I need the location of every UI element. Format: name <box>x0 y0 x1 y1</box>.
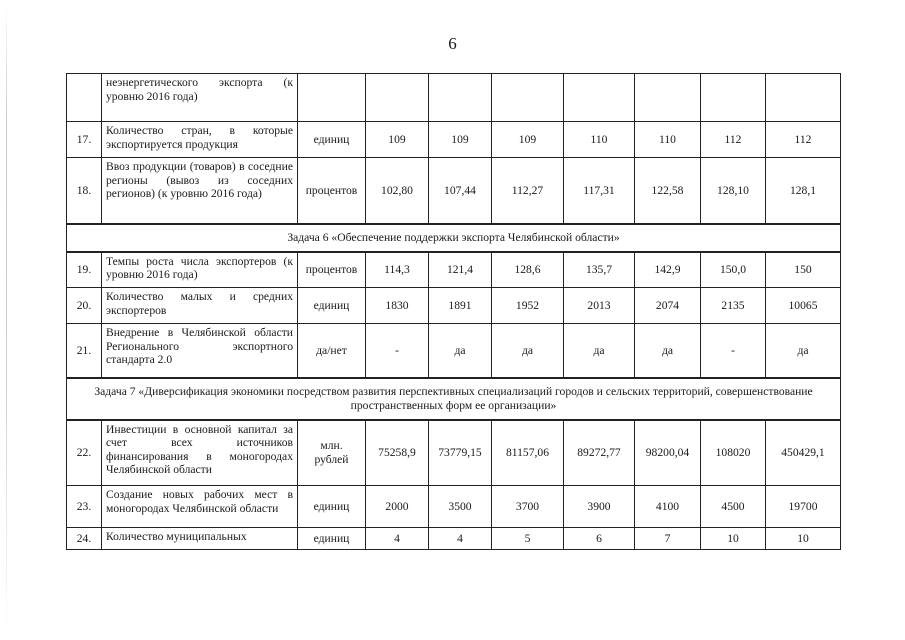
task-title: Задача 7 «Диверсификация экономики посредством развития перспективных специализаций городов и сельских территорий, совершенствование пространственных форм ее организации» <box>67 378 841 420</box>
value-cell: 1830 <box>366 288 429 324</box>
value-cell: 109 <box>492 122 564 158</box>
table-row <box>67 122 841 158</box>
table-row <box>67 420 841 486</box>
value-cell: 19700 <box>766 486 841 528</box>
task-title: Задача 6 «Обеспечение поддержки экспорта Челябинской области» <box>67 224 841 252</box>
table-row <box>67 324 841 378</box>
unit-cell <box>298 74 366 122</box>
value-cell: 110 <box>564 122 635 158</box>
indicator-name-cell <box>102 288 298 324</box>
value-cell: 112,27 <box>492 158 564 224</box>
unit-cell: единиц <box>298 486 366 528</box>
value-cell: 4 <box>366 528 429 550</box>
indicator-name: Темпы роста числа экспортеров (к уровню 2016 года) <box>106 254 293 281</box>
row-number: 20. <box>67 288 102 324</box>
task-header-row <box>67 378 841 420</box>
value-cell: 2135 <box>701 288 766 324</box>
value-cell: - <box>366 324 429 378</box>
value-cell <box>429 74 492 122</box>
value-cell <box>701 74 766 122</box>
unit-cell: да/нет <box>298 324 366 378</box>
unit-cell: единиц <box>298 528 366 550</box>
value-cell: 135,7 <box>564 252 635 288</box>
value-cell: да <box>766 324 841 378</box>
value-cell: 142,9 <box>635 252 701 288</box>
unit-cell: млн. рублей <box>298 420 366 486</box>
indicator-name: Количество стран, в которые экспортируется продукция <box>106 124 293 151</box>
table-row <box>67 288 841 324</box>
unit-cell: процентов <box>298 252 366 288</box>
indicator-name: Инвестиции в основной капитал за счет всех источников финансирования в моногородах Челябинской области <box>106 422 293 476</box>
value-cell: 3500 <box>429 486 492 528</box>
table-row <box>67 528 841 550</box>
value-cell: 10 <box>701 528 766 550</box>
table-row <box>67 252 841 288</box>
value-cell: 117,31 <box>564 158 635 224</box>
value-cell: 450429,1 <box>766 420 841 486</box>
unit-cell: процентов <box>298 158 366 224</box>
value-cell: 6 <box>564 528 635 550</box>
value-cell: 109 <box>429 122 492 158</box>
value-cell: да <box>492 324 564 378</box>
scan-edge-line <box>6 0 7 640</box>
value-cell: 128,1 <box>766 158 841 224</box>
indicator-name: Количество малых и средних экспортеров <box>106 290 293 317</box>
indicator-name: Количество муниципальных <box>106 530 247 543</box>
unit-cell: единиц <box>298 288 366 324</box>
indicator-name: Внедрение в Челябинской области Регионального экспортного стандарта 2.0 <box>106 326 293 366</box>
row-number: 23. <box>67 486 102 528</box>
indicator-name: Создание новых рабочих мест в моногородах Челябинской области <box>106 488 293 515</box>
value-cell: 112 <box>701 122 766 158</box>
value-cell <box>492 74 564 122</box>
value-cell: 3700 <box>492 486 564 528</box>
value-cell: 4 <box>429 528 492 550</box>
indicator-name-cell <box>102 486 298 528</box>
row-number: 19. <box>67 252 102 288</box>
value-cell: 98200,04 <box>635 420 701 486</box>
value-cell: 75258,9 <box>366 420 429 486</box>
indicator-name-cell <box>102 158 298 224</box>
value-cell: 10 <box>766 528 841 550</box>
value-cell: 150 <box>766 252 841 288</box>
value-cell: 150,0 <box>701 252 766 288</box>
row-number: 17. <box>67 122 102 158</box>
value-cell: 114,3 <box>366 252 429 288</box>
value-cell: 2074 <box>635 288 701 324</box>
indicator-name-cell <box>102 74 298 122</box>
value-cell: да <box>564 324 635 378</box>
value-cell: 2013 <box>564 288 635 324</box>
table-body <box>67 74 841 550</box>
value-cell: да <box>635 324 701 378</box>
indicator-name: неэнергетического экспорта (к уровню 2016 года) <box>106 76 293 103</box>
row-number: 22. <box>67 420 102 486</box>
table-row <box>67 74 841 122</box>
value-cell <box>564 74 635 122</box>
value-cell: 7 <box>635 528 701 550</box>
indicators-table <box>66 73 841 550</box>
indicator-name-cell <box>102 252 298 288</box>
indicator-name-cell <box>102 324 298 378</box>
value-cell: 3900 <box>564 486 635 528</box>
unit-cell: единиц <box>298 122 366 158</box>
row-number <box>67 74 102 122</box>
row-number: 18. <box>67 158 102 224</box>
value-cell: 108020 <box>701 420 766 486</box>
value-cell: 107,44 <box>429 158 492 224</box>
value-cell: 5 <box>492 528 564 550</box>
value-cell: 4100 <box>635 486 701 528</box>
value-cell: 10065 <box>766 288 841 324</box>
row-number: 24. <box>67 528 102 550</box>
value-cell: 128,6 <box>492 252 564 288</box>
value-cell: 109 <box>366 122 429 158</box>
table-row <box>67 158 841 224</box>
indicator-name: Ввоз продукции (товаров) в соседние регионы (вывоз из соседних регионов) (к уровню 2016 года) <box>106 160 293 200</box>
value-cell: 128,10 <box>701 158 766 224</box>
value-cell: да <box>429 324 492 378</box>
value-cell: 81157,06 <box>492 420 564 486</box>
value-cell: 2000 <box>366 486 429 528</box>
value-cell: 122,58 <box>635 158 701 224</box>
value-cell: 4500 <box>701 486 766 528</box>
value-cell: 1891 <box>429 288 492 324</box>
row-number: 21. <box>67 324 102 378</box>
value-cell: 121,4 <box>429 252 492 288</box>
value-cell <box>766 74 841 122</box>
value-cell: 110 <box>635 122 701 158</box>
indicator-name-cell <box>102 420 298 486</box>
value-cell: 73779,15 <box>429 420 492 486</box>
value-cell: 89272,77 <box>564 420 635 486</box>
page-number: 6 <box>448 34 457 53</box>
indicator-name-cell <box>102 528 298 550</box>
table-row <box>67 486 841 528</box>
value-cell: 112 <box>766 122 841 158</box>
task-header-row <box>67 224 841 252</box>
value-cell <box>366 74 429 122</box>
value-cell: - <box>701 324 766 378</box>
value-cell: 102,80 <box>366 158 429 224</box>
indicator-name-cell <box>102 122 298 158</box>
value-cell <box>635 74 701 122</box>
value-cell: 1952 <box>492 288 564 324</box>
